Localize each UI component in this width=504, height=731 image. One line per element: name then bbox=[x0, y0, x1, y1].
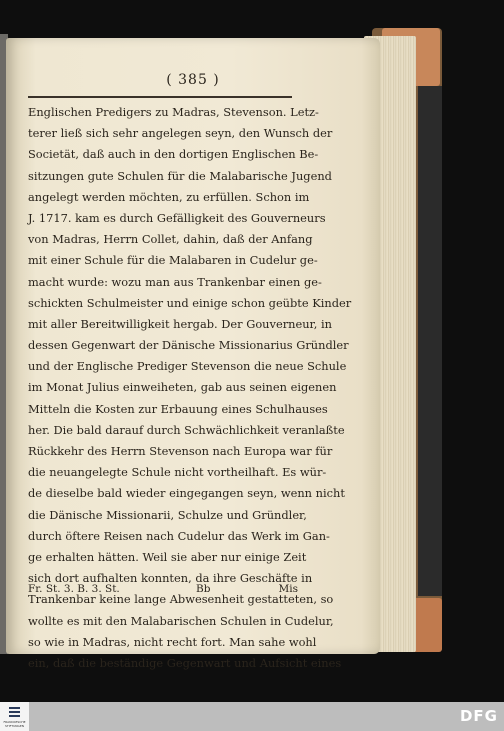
francke-logo-icon bbox=[9, 707, 20, 718]
text-line: im Monat Julius einweiheten, gab aus seinen eigenen bbox=[28, 380, 337, 395]
text-line: und der Englische Prediger Stevenson die neue Schule bbox=[28, 359, 347, 374]
catchword: Mis bbox=[278, 583, 298, 595]
book-page bbox=[6, 38, 380, 670]
text-line: Trankenbar keine lange Abwesenheit gestatteten, so bbox=[28, 592, 334, 607]
francke-logo[interactable] bbox=[0, 702, 29, 731]
text-line: mit aller Bereitwilligkeit hergab. Der Gouverneur, in bbox=[28, 316, 332, 331]
text-line: ge erhalten hätten. Weil sie aber nur einige Zeit bbox=[28, 549, 307, 564]
text-line: ein, daß die beständige Gegenwart und Aufsicht eines bbox=[28, 655, 342, 670]
book-cover-spine bbox=[418, 86, 442, 596]
text-line: sich dort aufhalten konnten, da ihre Geschäfte in bbox=[28, 571, 313, 586]
dfg-logo[interactable]: DFG bbox=[459, 707, 498, 725]
text-line: dessen Gegenwart der Dänische Missionarius Gründler bbox=[28, 338, 349, 353]
page-footer bbox=[28, 583, 298, 599]
viewer-bottom-bar bbox=[0, 702, 504, 731]
text-line: von Madras, Herrn Collet, dahin, daß der Anfang bbox=[28, 232, 313, 247]
francke-logo-text: FRANCKESCHE STIFTUNGEN bbox=[3, 720, 26, 728]
text-line: so wie in Madras, nicht recht fort. Man sahe wohl bbox=[28, 634, 317, 649]
leather-corner-bottom bbox=[412, 598, 442, 652]
text-line: terer ließ sich sehr angelegen seyn, den Wunsch der bbox=[28, 126, 333, 141]
text-line: Englischen Predigers zu Madras, Stevenson. Letz- bbox=[28, 105, 319, 119]
text-line: J. 1717. kam es durch Gefälligkeit des Gouverneurs bbox=[28, 210, 326, 225]
signature-mark: Fr. St. 3. B. 3. St. bbox=[28, 583, 120, 595]
text-line: mit einer Schule für die Malabaren in Cudelur ge- bbox=[28, 253, 318, 268]
header-rule bbox=[28, 96, 292, 98]
text-line: her. Die bald darauf durch Schwächlichkeit veranlaßte bbox=[28, 422, 345, 437]
text-line: sitzungen gute Schulen für die Malabarische Jugend bbox=[28, 168, 332, 183]
text-line: macht wurde: wozu man aus Trankenbar einen ge- bbox=[28, 274, 322, 289]
text-line: die neuangelegte Schule nicht vortheilhaft. Es wür- bbox=[28, 465, 327, 480]
text-line: Mitteln die Kosten zur Erbauung eines Schulhauses bbox=[28, 401, 328, 416]
text-line: durch öftere Reisen nach Cudelur das Werk im Gan- bbox=[28, 528, 330, 543]
page-number: ( 385 ) bbox=[166, 72, 220, 88]
text-line: Societät, daß auch in den dortigen Englischen Be- bbox=[28, 147, 319, 162]
text-line: die Dänische Missionarii, Schulze und Gründler, bbox=[28, 507, 307, 522]
text-line: de dieselbe bald wieder eingegangen seyn, wenn nicht bbox=[28, 486, 345, 501]
text-line: schickten Schulmeister und einige schon geübte Kinder bbox=[28, 295, 352, 310]
text-line: Rückkehr des Herrn Stevenson nach Europa war für bbox=[28, 444, 333, 458]
text-line: angelegt werden möchten, zu erfüllen. Schon im bbox=[28, 189, 310, 204]
text-line: wollte es mit den Malabarischen Schulen in Cudelur, bbox=[28, 613, 334, 628]
sheet-mark: Bb bbox=[196, 583, 211, 595]
